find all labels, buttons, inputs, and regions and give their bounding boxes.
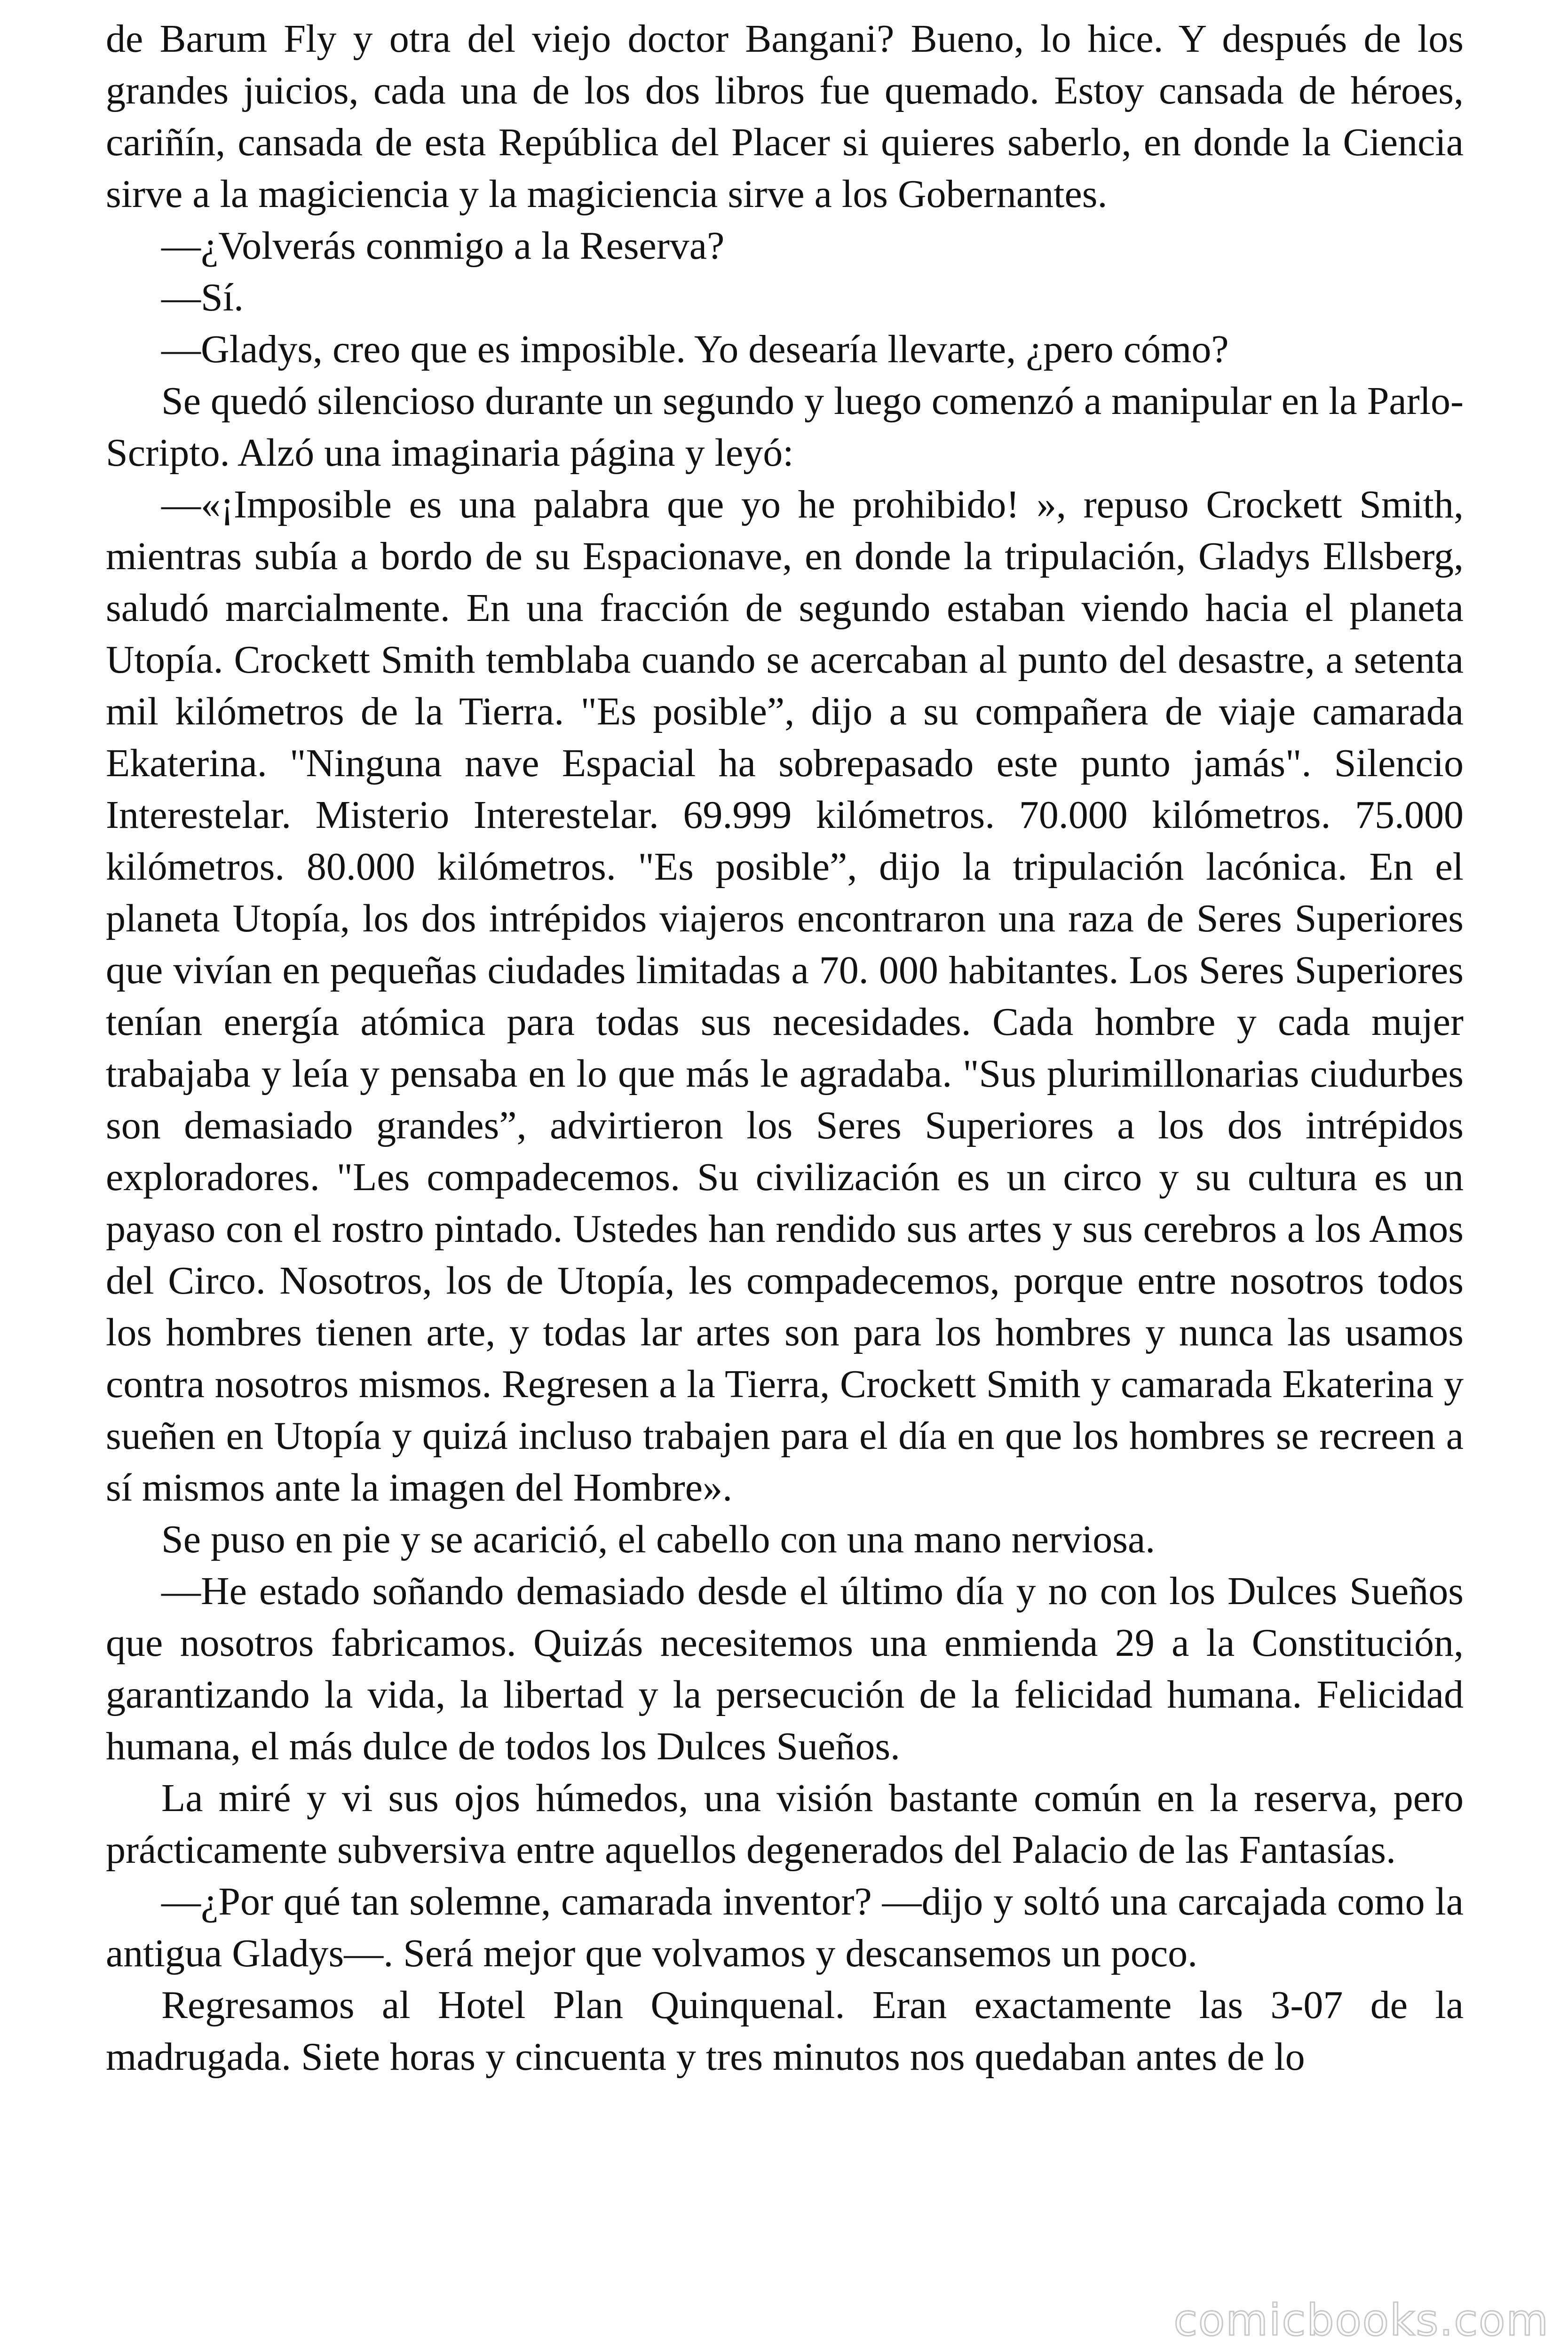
paragraph: —«¡Imposible es una palabra que yo he prohibido! », repuso Crockett Smith, mientras subía a bordo de su Espacionave, en donde la tripulación, Gladys Ellsberg, saludó marcialmente. En una fracción de segundo estaban viendo hacia el planeta Utopía. Crockett Smith temblaba cuando se acercaban al punto del desastre, a setenta mil kilómetros de la Tierra. "Es posible”, dijo a su compañera de viaje camarada Ekaterina. "Ninguna nave Espacial ha sobrepasado este punto jamás". Silencio Interestelar. Misterio Interestelar. 69.999 kilómetros. 70.000 kilómetros. 75.000 kilómetros. 80.000 kilómetros. "Es posible”, dijo la tripulación lacónica. En el planeta Utopía, los dos intrépidos viajeros encontraron una raza de Seres Superiores que vivían en pequeñas ciudades limitadas a 70. 000 habitantes. Los Seres Superiores tenían energía atómica para todas sus necesidades. Cada hombre y cada mujer trabajaba y leía y pensaba en lo que más le agradaba. "Sus plurimillonarias ciudurbes son demasiado grandes”, advirtieron los Seres Superiores a los dos intrépidos exploradores. "Les compadecemos. Su civilización es un circo y su cultura es un payaso con el rostro pintado. Ustedes han rendido sus artes y sus cerebros a los Amos del Circo. Nosotros, los de Utopía, les compadecemos, porque entre nosotros todos los hombres tienen arte, y todas lar artes son para los hombres y nunca las usamos contra nosotros mismos. Regresen a la Tierra, Crockett Smith y camarada Ekaterina y sueñen en Utopía y quizá incluso trabajen para el día en que los hombres se recreen a sí mismos ante la imagen del Hombre». (106, 483, 1464, 1510)
paragraph: —Sí. (161, 276, 244, 319)
paragraph: Se puso en pie y se acarició, el cabello con una mano nerviosa. (161, 1518, 1156, 1561)
paragraph: —Gladys, creo que es imposible. Yo desearía llevarte, ¿pero cómo? (161, 327, 1229, 371)
paragraph: —¿Por qué tan solemne, camarada inventor? —dijo y soltó una carcajada como la antigua Gladys—. Será mejor que volvamos y descansemos un poco. (106, 1880, 1464, 1975)
paragraph: La miré y vi sus ojos húmedos, una visión bastante común en la reserva, pero prácticamente subversiva entre aquellos degenerados del Palacio de las Fantasías. (106, 1776, 1464, 1872)
watermark: comicbooks.com (1173, 2295, 1549, 2345)
page-text-body (106, 13, 1464, 2083)
paragraph: —¿Volverás conmigo a la Reserva? (161, 224, 725, 268)
paragraph: de Barum Fly y otra del viejo doctor Bangani? Bueno, lo hice. Y después de los grandes juicios, cada una de los dos libros fue quemado. Estoy cansada de héroes, cariñín, cansada de esta República del Placer si quieres saberlo, en donde la Ciencia sirve a la magiciencia y la magiciencia sirve a los Gobernantes. (106, 17, 1464, 216)
paragraph: Regresamos al Hotel Plan Quinquenal. Eran exactamente las 3-07 de la madrugada. Siete horas y cincuenta y tres minutos nos quedaban antes de lo (106, 1983, 1464, 2079)
paragraph: Se quedó silencioso durante un segundo y luego comenzó a manipular en la Parlo-Scripto. Alzó una imaginaria página y leyó: (106, 379, 1464, 475)
paragraph: —He estado soñando demasiado desde el último día y no con los Dulces Sueños que nosotros fabricamos. Quizás necesitemos una enmienda 29 a la Constitución, garantizando la vida, la libertad y la persecución de la felicidad humana. Felicidad humana, el más dulce de todos los Dulces Sueños. (106, 1569, 1464, 1768)
